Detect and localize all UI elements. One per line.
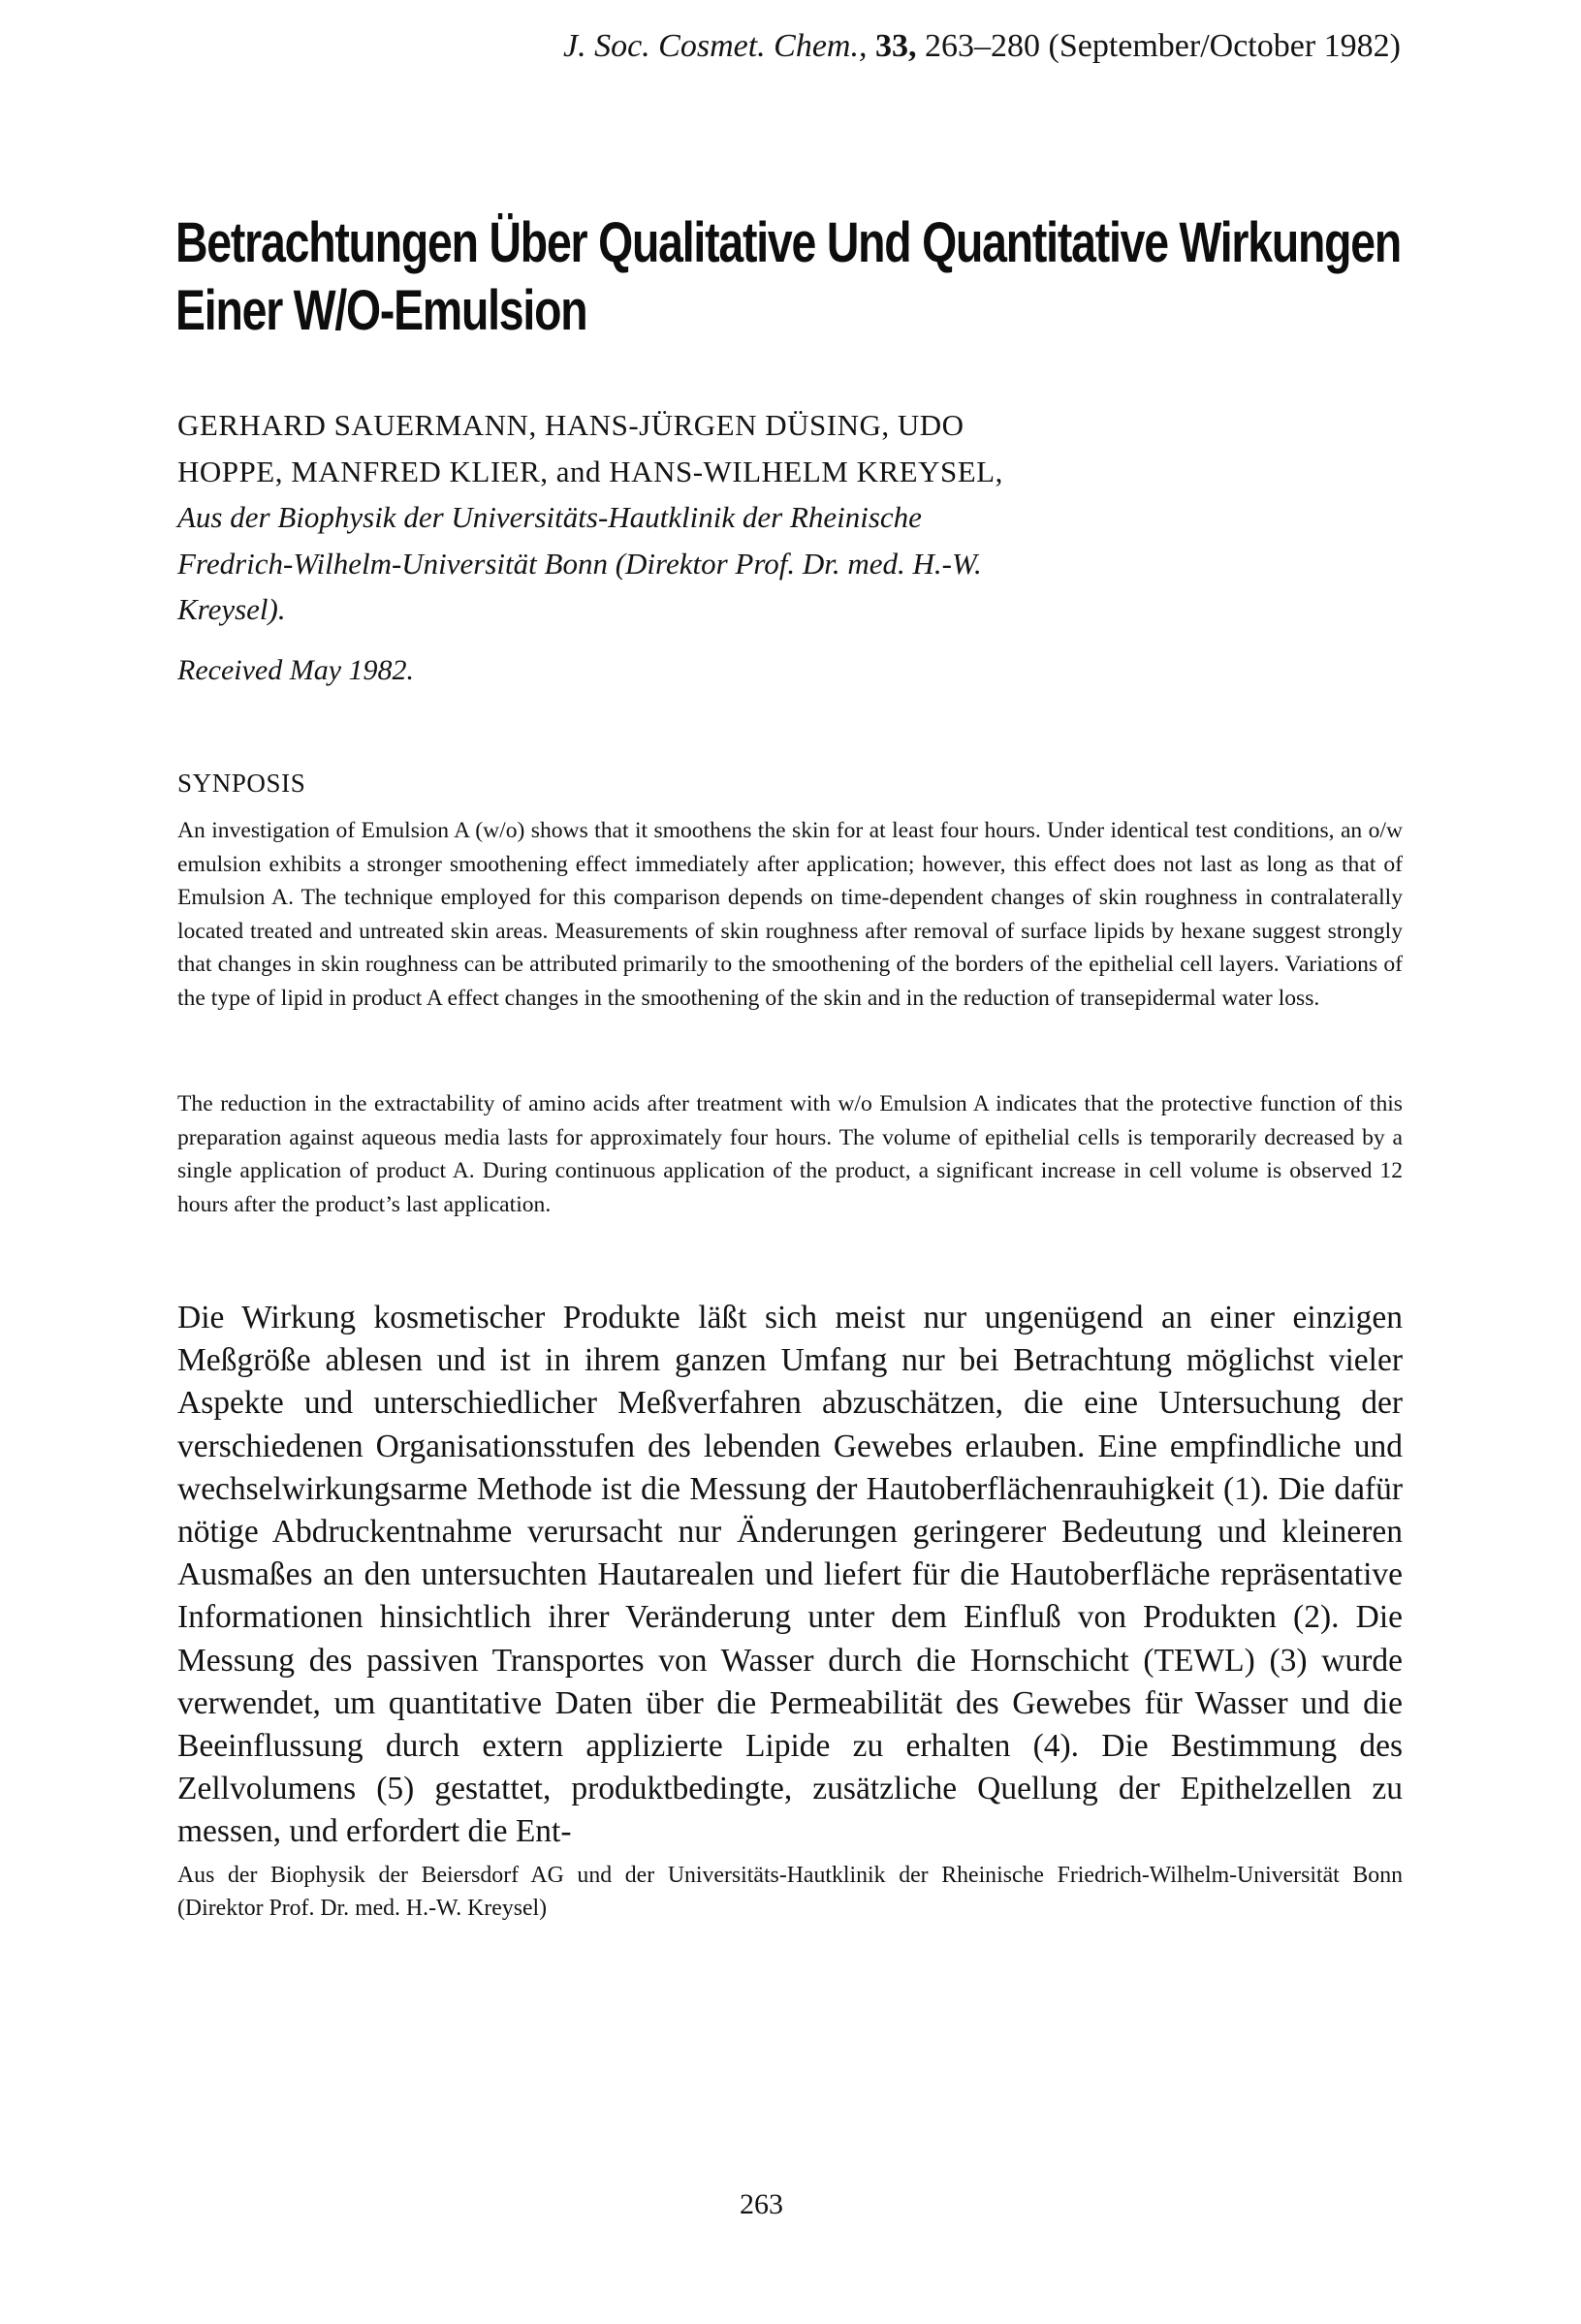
title-line-1: Betrachtungen Über Qualitative Und Quantitative Wirkungen [175, 211, 1402, 274]
synopsis-paragraph-1 [177, 814, 1403, 1016]
author-names: GERHARD SAUERMANN, HANS-JÜRGEN DÜSING, UDO HOPPE, MANFRED KLIER, and HANS-WILHELM KREYSEL, [177, 408, 1003, 488]
journal-citation [563, 25, 1401, 68]
journal-volume: 33, [875, 28, 917, 64]
author-block [177, 402, 1021, 633]
author-affiliation: Aus der Biophysik der Universitäts-Hautklinik der Rheinische Fredrich-Wilhelm-Universität Bonn (Direktor Prof. Dr. med. H.-W. Kreysel). [177, 500, 982, 626]
synopsis-paragraph-2 [177, 1087, 1403, 1221]
body-text [177, 1297, 1403, 1854]
affiliation-footnote [177, 1859, 1403, 1925]
footnote-text: Aus der Biophysik der Beiersdorf AG und der Universitäts-Hautklinik der Rheinische Friedrich-Wilhelm-Universität Bonn (Direktor Prof. Dr. med. H.-W. Kreysel) [177, 1863, 1403, 1921]
received-date: Received May 1982. [177, 654, 415, 686]
journal-pages-date: 263–280 (September/October 1982) [925, 28, 1401, 64]
page-number [0, 2185, 1581, 2224]
body-paragraph: Die Wirkung kosmetischer Produkte läßt sich meist nur ungenügend an einer einzigen Meßgröße ablesen und ist in ihrem ganzen Umfang nur bei Betrachtung möglichst vieler Aspekte und unterschiedlicher Meßverfahren abzuschätzen, die eine Untersuchung der verschiedenen Organisationsstufen des lebenden Gewebes erlauben. Eine empfindliche und wechselwirkungsarme Methode ist die Messung der Hautoberflächenrauhigkeit (1). Die dafür nötige Abdruckentnahme verursacht nur Änderungen geringerer Bedeutung und kleineren Ausmaßes an den untersuchten Hautarealen und liefert für die Hautoberfläche repräsentative Informationen hinsichtlich ihrer Veränderung unter dem Einfluß von Produkten (2). Die Messung des passiven Transportes von Wasser durch die Hornschicht (TEWL) (3) wurde verwendet, um quantitative Daten über die Permeabilität des Gewebes für Wasser und die Beeinflussung durch extern applizierte Lipide zu erhalten (4). Die Bestimmung des Zellvolumens (5) gestattet, produktbedingte, zusätzliche Quellung der Epithelzellen zu messen, und erfordert die Ent- [177, 1300, 1403, 1850]
synopsis-text: The reduction in the extractability of amino acids after treatment with w/o Emulsion A indicates that the protective function of this preparation against aqueous media lasts for approximately four hours. The volume of epithelial cells is temporarily decreased by a single application of product A. During continuous application of the product, a significant increase in cell volume is observed 12 hours after the product’s last application. [177, 1091, 1403, 1217]
synopsis-heading: SYNPOSIS [177, 769, 306, 798]
title-line-2: Einer W/O-Emulsion [175, 279, 587, 342]
article-title [175, 209, 1402, 345]
journal-abbreviation: J. Soc. Cosmet. Chem., [562, 28, 868, 64]
page-number-text: 263 [740, 2188, 783, 2220]
synopsis-text: An investigation of Emulsion A (w/o) shows that it smoothens the skin for at least four hours. Under identical test conditions, an o/w emulsion exhibits a stronger smoothening effect immediately after application; however, this effect does not last as long as that of Emulsion A. The technique employed for this comparison depends on time-dependent changes of skin roughness in contralaterally located treated and untreated skin areas. Measurements of skin roughness after removal of surface lipids by hexane suggest strongly that changes in skin roughness can be attributed primarily to the smoothening of the borders of the epithelial cell layers. Variations of the type of lipid in product A effect changes in the smoothening of the skin and in the reduction of transepidermal water loss. [177, 818, 1403, 1011]
